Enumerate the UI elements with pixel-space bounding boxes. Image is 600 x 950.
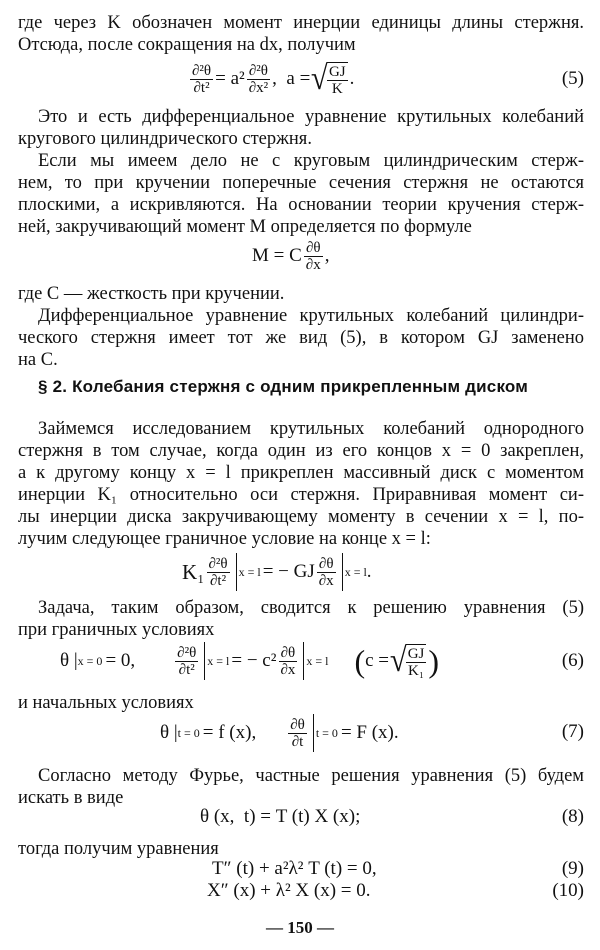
numerator: ∂θ [290,716,305,733]
equation-text: = − c² [231,650,277,671]
text-line: плоскими, а искривляются. На основании теории кручения стерж- [18,195,584,215]
fraction [175,645,198,678]
fraction [207,556,230,589]
subscript: t = 0 [177,725,200,740]
evaluation-bar [303,642,304,680]
text-line: на C. [18,350,58,370]
page-number: — 150 — [266,918,334,937]
denominator: ∂x [305,256,321,273]
denominator: K₁ [408,662,425,679]
equation-text: = 0, [105,650,136,671]
numerator: ∂²θ [177,644,197,661]
text-line: Это и есть дифференциальное уравнение крутильных колебаний [38,107,584,127]
text-line: лучим следующее граничное условие на конце x = l: [18,529,431,549]
text-line: Отсюда, после сокращения на dx, получим [18,35,356,55]
denominator: ∂x [280,661,296,678]
equation-text: θ (x, t) = T (t) X (x); [200,806,361,827]
equation-moment [252,236,329,276]
equation-text: . [366,561,372,582]
equation-7 [160,712,399,754]
fraction [304,240,323,273]
numerator: ∂²θ [192,62,212,79]
text-line: и начальных условиях [18,693,194,713]
equation-text: = a² [215,68,245,89]
subscript: t = 0 [315,725,338,740]
equation-number: (8) [561,806,584,827]
subscript: x = 0 [77,653,103,668]
numerator: ∂θ [305,239,321,256]
equation-text: = F (x). [340,722,399,743]
equation-text: . [349,68,355,89]
denominator: ∂x² [248,79,269,96]
equation-number: (9) [561,858,584,879]
text-line: а к другому концу x = l прикреплен массивный диск с моментом [18,463,584,483]
numerator: GJ [407,645,425,662]
equation-text: X″ (x) + λ² X (x) = 0. [207,880,371,901]
subscript: x = l [344,564,367,579]
fraction [327,62,348,97]
equation-text: = f (x), [202,722,257,743]
radical-sign-icon: √ [389,642,407,679]
text-line: искать в виде [18,788,124,808]
text-line: ней, закручивающий момент M определяется по формуле [18,217,472,237]
equation-number: (10) [552,880,584,901]
square-root [389,644,428,679]
equation-text: M = C [252,245,302,266]
fraction [278,645,297,678]
text-line: Дифференциальное уравнение крутильных колебаний цилиндри- [38,306,584,326]
equation-number: (5) [561,68,584,89]
square-root [310,62,349,97]
fraction [247,63,270,96]
equation-text: K₁ [182,559,205,584]
radical-sign-icon: √ [311,60,329,97]
equation-number: (7) [561,721,584,742]
fraction [406,644,427,679]
text-line: Задача, таким образом, сводится к решению уравнения (5) [38,598,584,618]
denominator: ∂t² [193,79,210,96]
fraction [317,556,336,589]
fraction [190,63,213,96]
numerator: ∂²θ [208,555,228,572]
numerator: ∂θ [280,644,296,661]
equation-text: T″ (t) + a²λ² T (t) = 0, [212,858,377,879]
evaluation-bar [204,642,205,680]
equation-number: (6) [561,650,584,671]
subscript: x = l [207,653,230,668]
evaluation-bar [342,553,343,591]
text-line: нем, то при кручении поперечные сечения стержня не остаются [18,173,584,193]
text-line: Займемся исследованием крутильных колебаний однородного [38,419,584,439]
subscript: x = l [238,564,261,579]
denominator: ∂t [291,733,304,750]
right-paren: ) [428,643,440,679]
text-line: лы инерции диска закручивающему моменту в сечении x = l, по- [18,507,584,527]
denominator: K [331,80,343,97]
numerator: ∂²θ [248,62,268,79]
text-line: при граничных условиях [18,620,215,640]
text-line: где через K обозначен момент инерции единицы длины стержня. [18,13,584,33]
evaluation-bar [313,714,314,752]
denominator: ∂t² [178,661,195,678]
left-paren: ( [354,643,366,679]
equation-text: c = [365,650,390,671]
fraction [288,717,307,750]
text-line: тогда получим уравнения [18,839,219,859]
equation-8 [200,802,360,832]
equation-boundary [182,550,372,594]
equation-6 [60,638,439,684]
text-line: инерции K₁ относительно оси стержня. Приравнивая момент си- [18,485,584,505]
numerator: ∂θ [318,555,334,572]
equation-10 [207,878,371,904]
equation-text: = − GJ [262,561,315,582]
text-line: Согласно методу Фурье, частные решения уравнения (5) будем [38,766,584,786]
denominator: ∂t² [210,572,227,589]
text-line: кругового цилиндрического стержня. [18,129,312,149]
evaluation-bar [236,553,237,591]
denominator: ∂x [318,572,334,589]
equation-text: , [324,245,330,266]
equation-text: θ | [60,650,78,671]
text-line: Если мы имеем дело не с круговым цилиндрическим стерж- [38,151,584,171]
equation-text: θ | [160,722,178,743]
section-heading: § 2. Колебания стержня с одним прикрепленным диском [38,377,529,396]
text-line: стержня в том случае, когда один из его концов x = 0 закреплен, [18,441,584,461]
numerator: GJ [328,63,346,80]
equation-5 [188,58,354,100]
text-line: ческого стержня имеет тот же вид (5), в котором GJ заменено [18,328,584,348]
text-line: где C — жесткость при кручении. [18,284,285,304]
subscript: x = l [306,653,329,668]
equation-text: , a = [272,68,311,89]
